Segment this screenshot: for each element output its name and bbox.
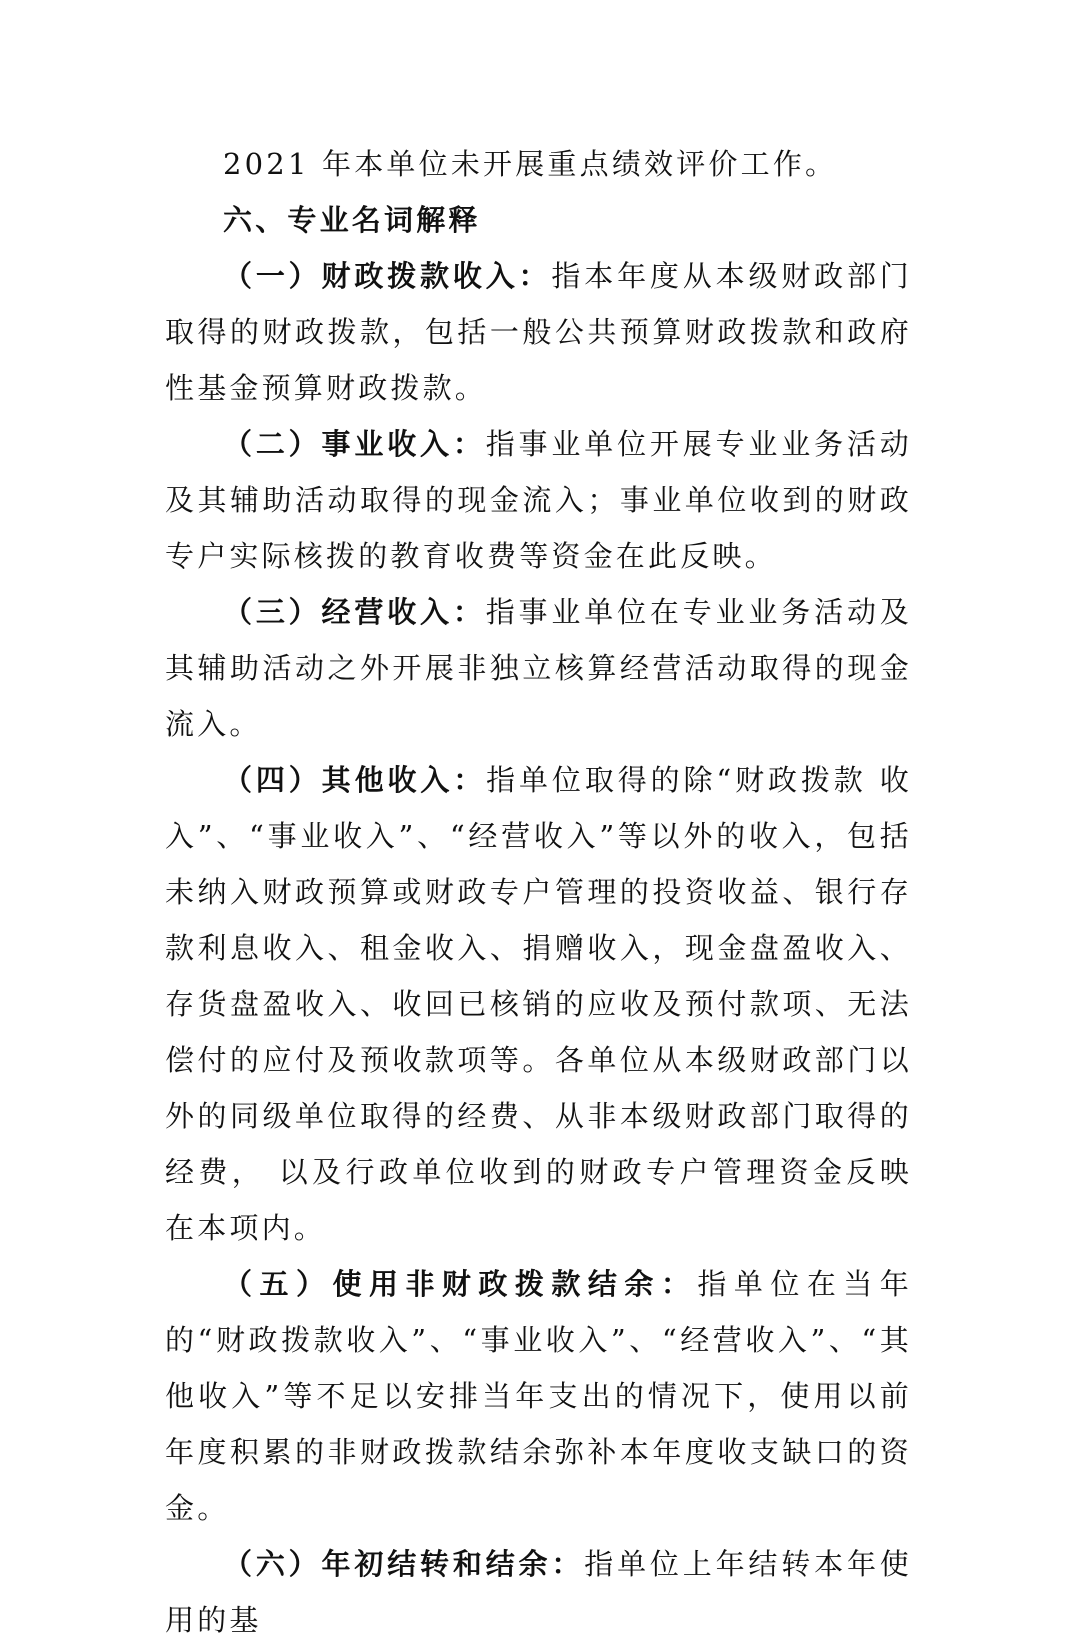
definition-term: （五）使用非财政拨款结余： <box>223 1267 698 1301</box>
definition-paragraph <box>165 1536 912 1648</box>
definition-text: 指事业单位开展专业业务活动及其辅助活动取得的现金流入；事业单位收到的财政专户实际核拨的教育收费等资金在此反映。 <box>165 427 912 573</box>
definition-text: 指事业单位在专业业务活动及其辅助活动之外开展非独立核算经营活动取得的现金流入。 <box>165 595 912 741</box>
document-body <box>165 136 912 1648</box>
definition-paragraph <box>165 416 912 584</box>
section-heading: 六、专业名词解释 <box>223 203 481 237</box>
definition-term: （四）其他收入： <box>223 763 487 797</box>
definition-paragraph <box>165 1256 912 1536</box>
definition-term: （六）年初结转和结余： <box>223 1547 585 1581</box>
definition-text: 指单位上年结转本年使用的基 <box>165 1547 912 1637</box>
intro-paragraph: 2021 年本单位未开展重点绩效评价工作。 <box>223 147 838 181</box>
definition-term: （一）财政拨款收入： <box>223 259 552 293</box>
definition-paragraph <box>165 752 912 1256</box>
definition-term: （二）事业收入： <box>223 427 486 461</box>
definition-text: 指单位取得的除“财政拨款 收入”、“事业收入”、“经营收入”等以外的收入，包括未纳入财政预算或财政专户管理的投资收益、银行存款利息收入、租金收入、捐赠收入，现金盘盈收入、 存货盘盈收入、收回已核销的应收及预付款项、无法偿付的应付及预收款项等。各单位从本级财政部门以外的同级单位取得的经费、从非本级财政部门取得的经费， 以及行政单位收到的财政专户管理资金反映在本项内。 <box>165 763 912 1245</box>
definition-text: 指本年度从本级财政部门取得的财政拨款，包括一般公共预算财政拨款和政府性基金预算财政拨款。 <box>165 259 912 405</box>
definition-paragraph <box>165 248 912 416</box>
definition-term: （三）经营收入： <box>223 595 486 629</box>
definition-paragraph <box>165 584 912 752</box>
definition-text: 指单位在当年的“财政拨款收入”、“事业收入”、“经营收入”、“其他收入”等不足以安排当年支出的情况下，使用以前年度积累的非财政拨款结余弥补本年度收支缺口的资金。 <box>165 1267 913 1525</box>
